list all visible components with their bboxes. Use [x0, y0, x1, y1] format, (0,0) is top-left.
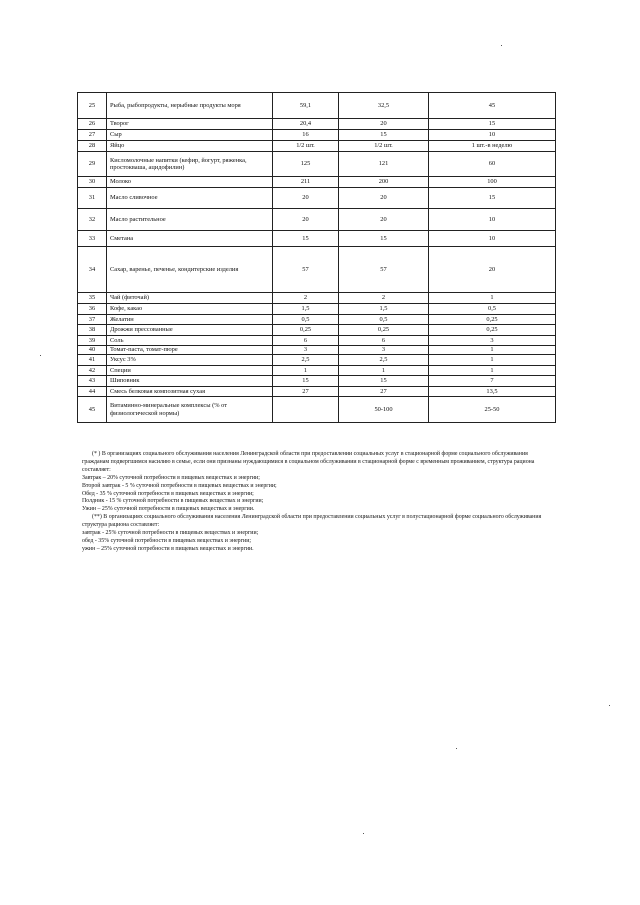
scan-speck [501, 45, 502, 46]
table-row [78, 355, 556, 366]
table-row [78, 336, 556, 346]
norm-value-2: 1 [339, 366, 429, 376]
norm-value-2: 0,5 [339, 315, 429, 325]
product-name: Сметана [107, 231, 273, 247]
row-number: 37 [78, 315, 107, 325]
norm-value-2: 50-100 [339, 397, 429, 423]
norm-value-3: 15 [429, 119, 556, 130]
footnote-semistationary: (**) В организациях социального обслуживания населения Ленинградской области при предоставлении социальных услуг в полустационарной форме социального обслуживания структура рациона составляет: [82, 514, 542, 529]
norm-value-2: 15 [339, 130, 429, 141]
norm-value-3: 10 [429, 231, 556, 247]
norm-value-3: 1 шт.-в неделю [429, 141, 556, 152]
norm-value-3: 0,25 [429, 325, 556, 336]
norm-value-2: 57 [339, 247, 429, 293]
product-name: Чай (фиточай) [107, 293, 273, 304]
table-row [78, 387, 556, 397]
footnote-line: Завтрак – 20% суточной потребности в пищевых веществах и энергии; [82, 474, 260, 481]
norm-value-1: 2,5 [273, 355, 339, 366]
row-number: 31 [78, 188, 107, 209]
norm-value-3: 1 [429, 366, 556, 376]
food-norms-table [77, 92, 556, 423]
scan-speck [363, 833, 364, 834]
norm-value-1: 125 [273, 152, 339, 177]
product-name: Уксус 3% [107, 355, 273, 366]
product-name: Сахар, варенье, печенье, кондитерские изделия [107, 247, 273, 293]
norm-value-2: 0,25 [339, 325, 429, 336]
table-body [78, 93, 556, 423]
table-row [78, 188, 556, 209]
row-number: 26 [78, 119, 107, 130]
product-name: Желатин [107, 315, 273, 325]
table-row [78, 397, 556, 423]
norm-value-3: 13,5 [429, 387, 556, 397]
norm-value-1: 59,1 [273, 93, 339, 119]
norm-value-1: 1,5 [273, 304, 339, 315]
product-name: Специи [107, 366, 273, 376]
row-number: 27 [78, 130, 107, 141]
norm-value-1: 20,4 [273, 119, 339, 130]
norm-value-2: 15 [339, 231, 429, 247]
footnote-line: ужин – 25% суточной потребности в пищевых веществах и энергии. [82, 545, 254, 552]
row-number: 42 [78, 366, 107, 376]
row-number: 39 [78, 336, 107, 346]
norm-value-3: 1 [429, 346, 556, 355]
row-number: 45 [78, 397, 107, 423]
row-number: 30 [78, 177, 107, 188]
norm-value-1: 6 [273, 336, 339, 346]
norm-value-1: 1 [273, 366, 339, 376]
row-number: 29 [78, 152, 107, 177]
norm-value-1: 20 [273, 209, 339, 231]
footnote-line: Обед - 35 % суточной потребности в пищевых веществах и энергии; [82, 490, 254, 497]
norm-value-2: 2 [339, 293, 429, 304]
table-row [78, 93, 556, 119]
table-row [78, 346, 556, 355]
table-row [78, 247, 556, 293]
table-row [78, 130, 556, 141]
table-row [78, 325, 556, 336]
norm-value-2: 27 [339, 387, 429, 397]
norm-value-3: 45 [429, 93, 556, 119]
norm-value-3: 100 [429, 177, 556, 188]
row-number: 35 [78, 293, 107, 304]
row-number: 41 [78, 355, 107, 366]
norm-value-2: 200 [339, 177, 429, 188]
row-number: 40 [78, 346, 107, 355]
product-name: Витаминно-минеральные комплексы (% от физиологической нормы) [107, 397, 273, 423]
table-row [78, 209, 556, 231]
table-row [78, 376, 556, 387]
norm-value-3: 10 [429, 209, 556, 231]
row-number: 43 [78, 376, 107, 387]
norm-value-1: 57 [273, 247, 339, 293]
table-row [78, 304, 556, 315]
norm-value-2: 20 [339, 209, 429, 231]
norm-value-2: 6 [339, 336, 429, 346]
footnote-line: Второй завтрак - 5 % суточной потребности в пищевых веществах и энергии; [82, 482, 277, 489]
footnote-line: Полдник - 15 % суточной потребности в пищевых веществах и энергии; [82, 498, 264, 505]
row-number: 44 [78, 387, 107, 397]
table-row [78, 231, 556, 247]
footnote-line: обед - 35% суточной потребности в пищевых веществах и энергии; [82, 537, 251, 544]
norm-value-3: 10 [429, 130, 556, 141]
norm-value-1: 16 [273, 130, 339, 141]
product-name: Смесь белковая композитная сухая [107, 387, 273, 397]
norm-value-1: 211 [273, 177, 339, 188]
footnotes [82, 451, 552, 554]
norm-value-3: 15 [429, 188, 556, 209]
norm-value-2: 3 [339, 346, 429, 355]
product-name: Шиповник [107, 376, 273, 387]
norm-value-2: 2,5 [339, 355, 429, 366]
norm-value-3: 20 [429, 247, 556, 293]
norm-value-3: 60 [429, 152, 556, 177]
norm-value-3: 3 [429, 336, 556, 346]
norm-value-2: 20 [339, 188, 429, 209]
scan-speck [40, 355, 41, 356]
row-number: 32 [78, 209, 107, 231]
norm-value-3: 1 [429, 293, 556, 304]
norm-value-2: 1/2 шт. [339, 141, 429, 152]
row-number: 34 [78, 247, 107, 293]
table-row [78, 152, 556, 177]
table-row [78, 293, 556, 304]
table-row [78, 366, 556, 376]
norm-value-1: 15 [273, 376, 339, 387]
product-name: Молоко [107, 177, 273, 188]
row-number: 25 [78, 93, 107, 119]
table-row [78, 119, 556, 130]
table-row [78, 177, 556, 188]
product-name: Масло сливочное [107, 188, 273, 209]
row-number: 38 [78, 325, 107, 336]
product-name: Дрожжи прессованные [107, 325, 273, 336]
table-row [78, 141, 556, 152]
norm-value-2: 121 [339, 152, 429, 177]
footnote-line: завтрак - 25% суточной потребности в пищевых веществах и энергии; [82, 530, 259, 537]
norm-value-3: 7 [429, 376, 556, 387]
product-name: Соль [107, 336, 273, 346]
norm-value-1: 0,5 [273, 315, 339, 325]
norm-value-1: 20 [273, 188, 339, 209]
norm-value-1: 15 [273, 231, 339, 247]
norm-value-3: 25-50 [429, 397, 556, 423]
footnote-line: Ужин – 25% суточной потребности в пищевых веществах и энергии. [82, 506, 255, 513]
norm-value-2: 15 [339, 376, 429, 387]
product-name: Кофе, какао [107, 304, 273, 315]
product-name: Масло растительное [107, 209, 273, 231]
footnote-stationary: (* ) В организациях социального обслуживания населения Ленинградской области при предоставлении социальных услуг в стационарной форме социального обслуживания гражданам подвергшимся насилию в семье, если они признаны нуждающимися в социальном обслуживании в стационарной форме с временным проживанием, структура рациона составляет: [82, 451, 535, 473]
table-row [78, 315, 556, 325]
norm-value-3: 1 [429, 355, 556, 366]
scan-speck [456, 748, 457, 749]
norm-value-1: 2 [273, 293, 339, 304]
norm-value-3: 0,5 [429, 304, 556, 315]
row-number: 28 [78, 141, 107, 152]
norm-value-1: 27 [273, 387, 339, 397]
norm-value-3: 0,25 [429, 315, 556, 325]
product-name: Томат-паста, томат-пюре [107, 346, 273, 355]
norm-value-1: 0,25 [273, 325, 339, 336]
norm-value-2: 32,5 [339, 93, 429, 119]
scan-speck [609, 705, 610, 706]
norm-value-1: 1/2 шт. [273, 141, 339, 152]
norm-value-2: 1,5 [339, 304, 429, 315]
product-name: Сыр [107, 130, 273, 141]
row-number: 33 [78, 231, 107, 247]
row-number: 36 [78, 304, 107, 315]
norm-value-1 [273, 397, 339, 423]
norm-value-2: 20 [339, 119, 429, 130]
product-name: Творог [107, 119, 273, 130]
product-name: Кисломолочные напитки (кефир, йогурт, ряженка, простокваша, ацидофилин) [107, 152, 273, 177]
norm-value-1: 3 [273, 346, 339, 355]
product-name: Яйцо [107, 141, 273, 152]
product-name: Рыба, рыбопродукты, нерыбные продукты моря [107, 93, 273, 119]
